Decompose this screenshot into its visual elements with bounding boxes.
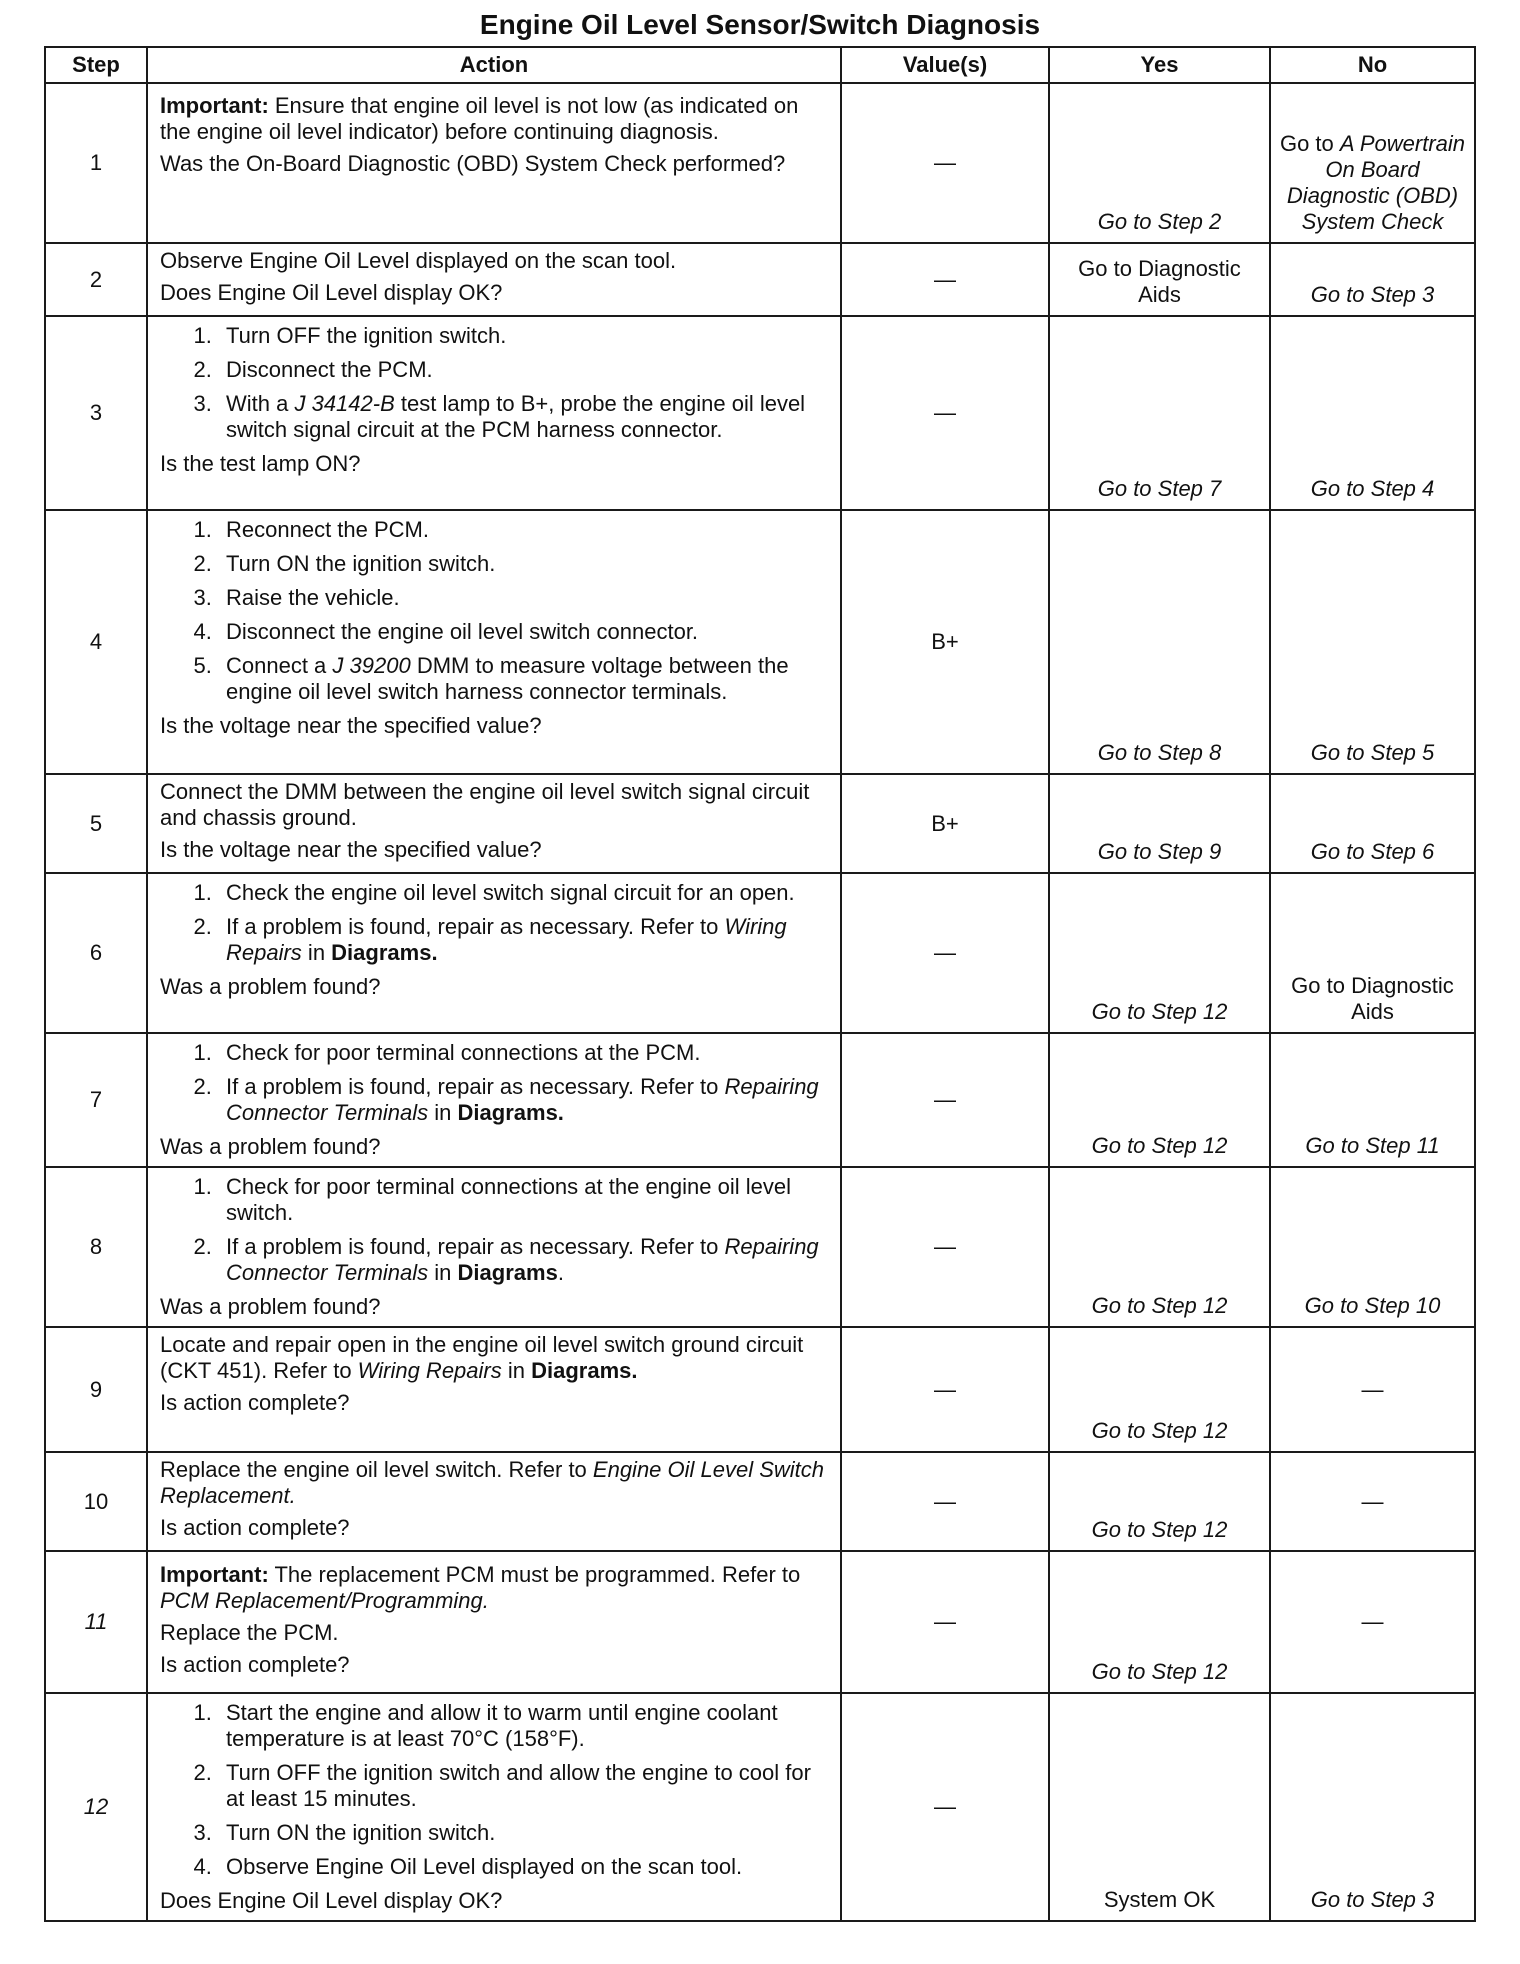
step-number: 5 xyxy=(45,774,147,873)
item-text: . xyxy=(557,1260,564,1285)
tool-name: J 34142-B xyxy=(294,391,395,416)
list-item xyxy=(218,1074,828,1126)
list-item: 1. Check the engine oil level switch signal circuit for an open. xyxy=(218,880,828,906)
item-text: Connect a xyxy=(226,653,333,678)
question: Is action complete? xyxy=(160,1390,350,1415)
list-item: 2. Turn OFF the ignition switch and allow the engine to cool for at least 15 minutes. xyxy=(218,1760,828,1812)
action-cell xyxy=(147,316,841,510)
important-text: Ensure that engine oil level is not low (as indicated on the engine oil level indicator) before continuing diagnosis. xyxy=(160,93,799,144)
no-cell: Go to Step 10 xyxy=(1270,1167,1475,1327)
no-cell: Go to Step 4 xyxy=(1270,316,1475,510)
step-number: 8 xyxy=(45,1167,147,1327)
question: Is the voltage near the specified value? xyxy=(160,837,542,862)
action-text xyxy=(160,1332,828,1384)
step-number: 9 xyxy=(45,1327,147,1452)
table-row xyxy=(45,774,1475,873)
action-cell xyxy=(147,1327,841,1452)
header-action: Action xyxy=(147,47,841,83)
table-row xyxy=(45,1033,1475,1167)
question: Is action complete? xyxy=(160,1652,350,1677)
action-cell xyxy=(147,1452,841,1551)
step-number: 3 xyxy=(45,316,147,510)
value-cell: — xyxy=(841,1551,1049,1693)
action-steps xyxy=(160,1700,828,1880)
yes-cell: Go to Step 12 xyxy=(1049,1167,1270,1327)
table-row xyxy=(45,1693,1475,1921)
step-number: 7 xyxy=(45,1033,147,1167)
step-number: 11 xyxy=(45,1551,147,1693)
header-values: Value(s) xyxy=(841,47,1049,83)
list-item: 1. Start the engine and allow it to warm until engine coolant temperature is at least 70°C (158°F). xyxy=(218,1700,828,1752)
item-text: in xyxy=(501,1358,532,1383)
action-cell xyxy=(147,873,841,1033)
list-item: 2. Disconnect the PCM. xyxy=(218,357,828,383)
action-cell xyxy=(147,243,841,316)
reference-doc: Diagrams. xyxy=(531,1358,638,1383)
no-cell: — xyxy=(1270,1551,1475,1693)
action-steps xyxy=(160,1174,828,1286)
table-row xyxy=(45,510,1475,774)
action-cell xyxy=(147,1033,841,1167)
important-note xyxy=(160,1562,828,1614)
yes-cell: System OK xyxy=(1049,1693,1270,1921)
question: Is the test lamp ON? xyxy=(160,451,361,476)
action-cell xyxy=(147,774,841,873)
item-text: in xyxy=(301,940,332,965)
no-prefix: Go to xyxy=(1279,131,1340,156)
table-row xyxy=(45,243,1475,316)
table-row xyxy=(45,1327,1475,1452)
table-row xyxy=(45,873,1475,1033)
value-cell: — xyxy=(841,83,1049,243)
item-text: in xyxy=(428,1260,458,1285)
no-cell: Go to Step 5 xyxy=(1270,510,1475,774)
reference: Repairing Connector Terminals xyxy=(226,1234,819,1285)
list-item: 2. Turn ON the ignition switch. xyxy=(218,551,828,577)
no-cell xyxy=(1270,83,1475,243)
table-row xyxy=(45,1551,1475,1693)
item-text: If a problem is found, repair as necessary. Refer to xyxy=(226,1074,725,1099)
question: Was a problem found? xyxy=(160,974,381,999)
diagnosis-table xyxy=(44,46,1476,1922)
important-note xyxy=(160,93,828,145)
yes-cell: Go to Step 8 xyxy=(1049,510,1270,774)
yes-cell: Go to Step 7 xyxy=(1049,316,1270,510)
action-text: Replace the PCM. xyxy=(160,1620,339,1645)
list-item: 3. Turn ON the ignition switch. xyxy=(218,1820,828,1846)
yes-cell: Go to Step 12 xyxy=(1049,1452,1270,1551)
step-number: 6 xyxy=(45,873,147,1033)
question: Does Engine Oil Level display OK? xyxy=(160,280,503,305)
action-steps xyxy=(160,517,828,705)
no-cell: Go to Step 6 xyxy=(1270,774,1475,873)
item-text: DMM to measure voltage between the engine oil level switch harness connector terminals. xyxy=(226,653,789,704)
reference: Wiring Repairs xyxy=(357,1358,502,1383)
step-number: 1 xyxy=(45,83,147,243)
important-label: Important: xyxy=(160,93,269,118)
value-cell: — xyxy=(841,873,1049,1033)
item-text: test lamp to B+, probe the engine oil level switch signal circuit at the PCM harness connector. xyxy=(226,391,806,442)
action-steps xyxy=(160,880,828,966)
item-text: Locate and repair open in the engine oil level switch ground circuit (CKT 451). Refer to xyxy=(160,1332,804,1383)
action-text: Connect the DMM between the engine oil level switch signal circuit and chassis ground. xyxy=(160,779,810,830)
yes-cell: Go to Step 12 xyxy=(1049,1327,1270,1452)
reference-doc: Diagrams. xyxy=(457,1100,564,1125)
action-text xyxy=(160,1457,828,1509)
no-cell: Go to Step 11 xyxy=(1270,1033,1475,1167)
question: Was the On-Board Diagnostic (OBD) System Check performed? xyxy=(160,151,786,176)
reference-doc: Diagrams. xyxy=(331,940,438,965)
no-link: A Powertrain On Board Diagnostic (OBD) System Check xyxy=(1286,131,1466,234)
question: Is action complete? xyxy=(160,1515,350,1540)
header-no: No xyxy=(1270,47,1475,83)
action-cell xyxy=(147,1167,841,1327)
value-cell: — xyxy=(841,1033,1049,1167)
list-item xyxy=(218,1234,828,1286)
value-cell: — xyxy=(841,316,1049,510)
no-cell: — xyxy=(1270,1327,1475,1452)
header-row xyxy=(45,47,1475,83)
important-label: Important: xyxy=(160,1562,269,1587)
item-text: With a xyxy=(226,391,295,416)
action-text: Observe Engine Oil Level displayed on the scan tool. xyxy=(160,248,677,273)
list-item xyxy=(218,914,828,966)
list-item: 1. Check for poor terminal connections at the PCM. xyxy=(218,1040,828,1066)
question: Was a problem found? xyxy=(160,1134,381,1159)
reference: Repairing Connector Terminals xyxy=(226,1074,819,1125)
reference: Engine Oil Level Switch Replacement. xyxy=(160,1457,825,1508)
yes-cell: Go to Step 9 xyxy=(1049,774,1270,873)
important-text: The replacement PCM must be programmed. Refer to xyxy=(268,1562,801,1587)
header-step: Step xyxy=(45,47,147,83)
value-cell: — xyxy=(841,243,1049,316)
header-yes: Yes xyxy=(1049,47,1270,83)
list-item: 1. Check for poor terminal connections at the engine oil level switch. xyxy=(218,1174,828,1226)
value-cell: — xyxy=(841,1693,1049,1921)
action-steps xyxy=(160,1040,828,1126)
action-cell xyxy=(147,510,841,774)
item-text: in xyxy=(428,1100,458,1125)
yes-cell: Go to Diagnostic Aids xyxy=(1049,243,1270,316)
action-steps xyxy=(160,323,828,443)
table-row xyxy=(45,316,1475,510)
item-text: If a problem is found, repair as necessary. Refer to xyxy=(226,914,725,939)
no-cell: Go to Diagnostic Aids xyxy=(1270,873,1475,1033)
question: Does Engine Oil Level display OK? xyxy=(160,1888,503,1913)
item-text: If a problem is found, repair as necessary. Refer to xyxy=(226,1234,725,1259)
yes-cell: Go to Step 12 xyxy=(1049,1551,1270,1693)
step-number: 2 xyxy=(45,243,147,316)
page-title: Engine Oil Level Sensor/Switch Diagnosis xyxy=(479,9,1041,40)
reference: PCM Replacement/Programming. xyxy=(160,1588,489,1613)
list-item xyxy=(218,391,828,443)
reference: Wiring Repairs xyxy=(226,914,787,965)
value-cell: — xyxy=(841,1167,1049,1327)
no-cell: Go to Step 3 xyxy=(1270,1693,1475,1921)
list-item: 4. Disconnect the engine oil level switch connector. xyxy=(218,619,828,645)
question: Is the voltage near the specified value? xyxy=(160,713,542,738)
value-cell: — xyxy=(841,1327,1049,1452)
tool-name: J 39200 xyxy=(332,653,411,678)
action-cell xyxy=(147,1551,841,1693)
list-item: 1. Reconnect the PCM. xyxy=(218,517,828,543)
yes-cell: Go to Step 12 xyxy=(1049,1033,1270,1167)
step-number: 12 xyxy=(45,1693,147,1921)
table-row xyxy=(45,83,1475,243)
question: Was a problem found? xyxy=(160,1294,381,1319)
value-cell: B+ xyxy=(841,510,1049,774)
list-item: 3. Raise the vehicle. xyxy=(218,585,828,611)
item-text: Replace the engine oil level switch. Refer to xyxy=(160,1457,593,1482)
step-number: 4 xyxy=(45,510,147,774)
action-cell xyxy=(147,83,841,243)
value-cell: B+ xyxy=(841,774,1049,873)
action-cell xyxy=(147,1693,841,1921)
step-number: 10 xyxy=(45,1452,147,1551)
reference-doc: Diagrams xyxy=(457,1260,558,1285)
yes-cell: Go to Step 12 xyxy=(1049,873,1270,1033)
list-item: 4. Observe Engine Oil Level displayed on the scan tool. xyxy=(218,1854,828,1880)
no-cell: — xyxy=(1270,1452,1475,1551)
yes-cell: Go to Step 2 xyxy=(1049,83,1270,243)
list-item xyxy=(218,653,828,705)
list-item: 1. Turn OFF the ignition switch. xyxy=(218,323,828,349)
table-row xyxy=(45,1452,1475,1551)
value-cell: — xyxy=(841,1452,1049,1551)
table-row xyxy=(45,1167,1475,1327)
no-cell: Go to Step 3 xyxy=(1270,243,1475,316)
